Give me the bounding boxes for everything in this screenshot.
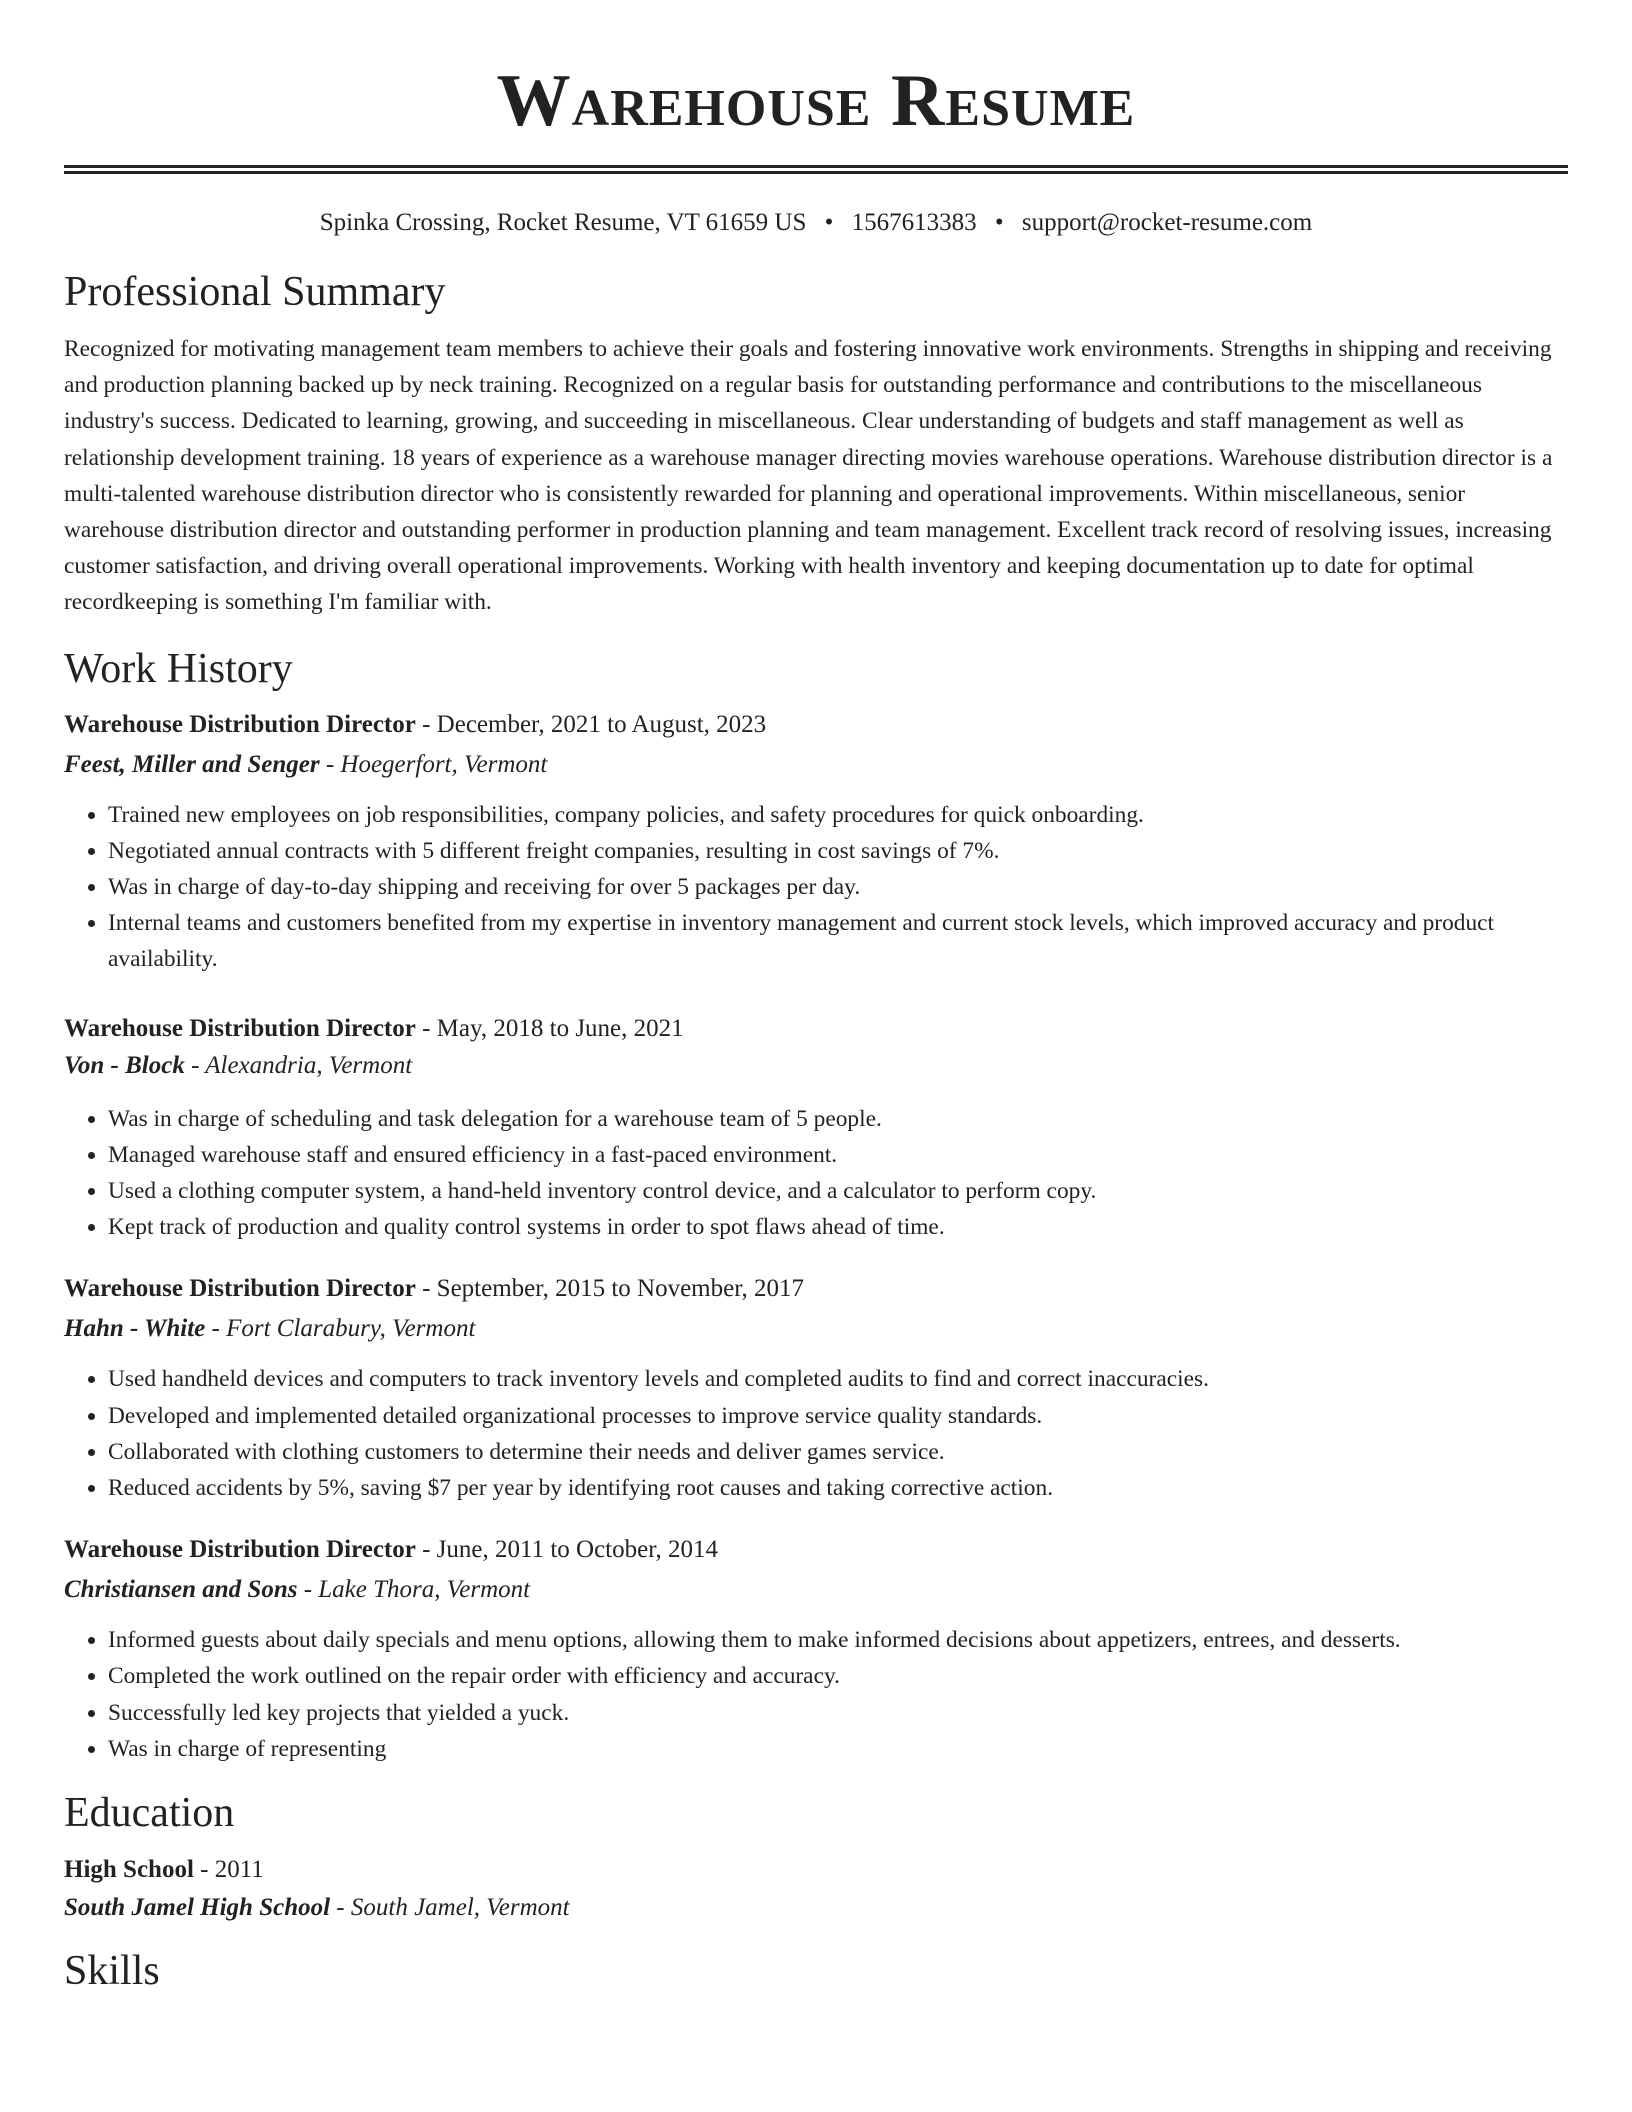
contact-email: support@rocket-resume.com xyxy=(1021,209,1313,236)
contact-phone: 1567613383 xyxy=(851,209,977,236)
job-bullet: • Informed guests about daily specials and menu options, allowing them to make informed decisions about appetizers, entrees, and desserts. xyxy=(108,1622,1568,1658)
job-bullet: • Kept track of production and quality control systems in order to spot flaws ahead of time. xyxy=(108,1209,1568,1245)
job-bullet: • Collaborated with clothing customers to determine their needs and deliver games service. xyxy=(108,1434,1568,1470)
job-company-line xyxy=(64,1309,1568,1349)
contact-address: Spinka Crossing, Rocket Resume, VT 61659 US xyxy=(319,209,807,236)
contact-line xyxy=(64,207,1568,239)
job-entry xyxy=(64,1530,1568,1767)
job-entry xyxy=(64,1269,1568,1506)
job-dates: - September, 2015 to November, 2017 xyxy=(415,1275,805,1303)
job-company: Von - Block xyxy=(64,1051,185,1079)
job-bullets xyxy=(64,1101,1568,1246)
resume-title: Warehouse Resume xyxy=(496,60,1136,142)
job-company: Feest, Miller and Senger xyxy=(64,750,320,778)
job-company: Hahn - White xyxy=(64,1315,206,1343)
job-company-line xyxy=(64,1049,1568,1083)
education-location: - South Jamel, Vermont xyxy=(330,1894,570,1922)
job-location: - Hoegerfort, Vermont xyxy=(319,750,548,778)
job-role: Warehouse Distribution Director xyxy=(64,1536,416,1564)
contact-separator: • xyxy=(824,209,834,236)
job-bullet: • Was in charge of representing xyxy=(108,1731,1568,1767)
education-school-line xyxy=(64,1889,1568,1927)
job-bullets xyxy=(64,1361,1568,1506)
job-header xyxy=(64,1009,1568,1049)
job-dates: - May, 2018 to June, 2021 xyxy=(415,1014,684,1042)
job-bullet: • Was in charge of day-to-day shipping and receiving for over 5 packages per day. xyxy=(108,869,1568,905)
job-bullet: • Used a clothing computer system, a hand-held inventory control device, and a calculator to perform copy. xyxy=(108,1173,1568,1209)
job-bullet: • Internal teams and customers benefited from my expertise in inventory management and current stock levels, which improved accuracy and product availability. xyxy=(108,905,1568,977)
job-role: Warehouse Distribution Director xyxy=(64,1014,416,1042)
job-bullet: • Used handheld devices and computers to track inventory levels and completed audits to find and correct inaccuracies. xyxy=(108,1361,1568,1397)
job-header xyxy=(64,1269,1568,1309)
summary-heading: Professional Summary xyxy=(64,269,446,315)
work-history-heading: Work History xyxy=(64,645,293,692)
job-header xyxy=(64,705,1568,745)
job-location: - Alexandria, Vermont xyxy=(184,1051,413,1079)
education-school: South Jamel High School xyxy=(64,1894,331,1922)
job-dates: - June, 2011 to October, 2014 xyxy=(415,1536,719,1564)
job-bullets xyxy=(64,1622,1568,1767)
job-bullet: • Negotiated annual contracts with 5 different freight companies, resulting in cost savings of 7%. xyxy=(108,833,1568,869)
job-company-line xyxy=(64,1570,1568,1610)
job-bullet: • Trained new employees on job responsibilities, company policies, and safety procedures for quick onboarding. xyxy=(108,797,1568,833)
job-dates: - December, 2021 to August, 2023 xyxy=(415,710,767,738)
job-entry xyxy=(64,1009,1568,1246)
job-bullet: • Developed and implemented detailed organizational processes to improve service quality standards. xyxy=(108,1398,1568,1434)
job-location: - Fort Clarabury, Vermont xyxy=(205,1315,476,1343)
education-degree-line xyxy=(64,1851,1568,1889)
job-bullets xyxy=(64,797,1568,978)
job-location: - Lake Thora, Vermont xyxy=(297,1576,531,1604)
skills-heading: Skills xyxy=(64,1948,160,1995)
job-header xyxy=(64,1530,1568,1570)
job-company-line xyxy=(64,745,1568,785)
education-degree: High School xyxy=(64,1856,194,1884)
job-role: Warehouse Distribution Director xyxy=(64,1275,416,1303)
job-role: Warehouse Distribution Director xyxy=(64,710,416,738)
job-entry xyxy=(64,705,1568,978)
job-bullet: • Reduced accidents by 5%, saving $7 per year by identifying root causes and taking corrective action. xyxy=(108,1470,1568,1506)
job-bullet: • Was in charge of scheduling and task delegation for a warehouse team of 5 people. xyxy=(108,1101,1568,1137)
job-bullet: • Completed the work outlined on the repair order with efficiency and accuracy. xyxy=(108,1658,1568,1694)
job-company: Christiansen and Sons xyxy=(64,1576,298,1604)
summary-text: Recognized for motivating management team members to achieve their goals and fostering innovative work environments. Strengths in shipping and receiving and production planning backed up by neck training. Recognized on a regular basis for outstanding performance and contributions to the miscellaneous industry's success. Dedicated to learning, growing, and succeeding in miscellaneous. Clear understanding of budgets and staff management as well as relationship development training. 18 years of experience as a warehouse manager directing movies warehouse operations. Warehouse distribution director is a multi-talented warehouse distribution director who is consistently rewarded for planning and operational improvements. Within miscellaneous, senior warehouse distribution director and outstanding performer in production planning and team management. Excellent track record of resolving issues, increasing customer satisfaction, and driving overall operational improvements. Working with health inventory and keeping documentation up to date for optimal recordkeeping is something I'm familiar with. xyxy=(64,336,1553,616)
contact-separator: • xyxy=(994,209,1004,236)
education-year: - 2011 xyxy=(193,1856,264,1884)
job-bullet: • Successfully led key projects that yielded a yuck. xyxy=(108,1695,1568,1731)
title-divider xyxy=(64,165,1568,174)
job-bullet: • Managed warehouse staff and ensured efficiency in a fast-paced environment. xyxy=(108,1137,1568,1173)
education-heading: Education xyxy=(64,1790,235,1837)
